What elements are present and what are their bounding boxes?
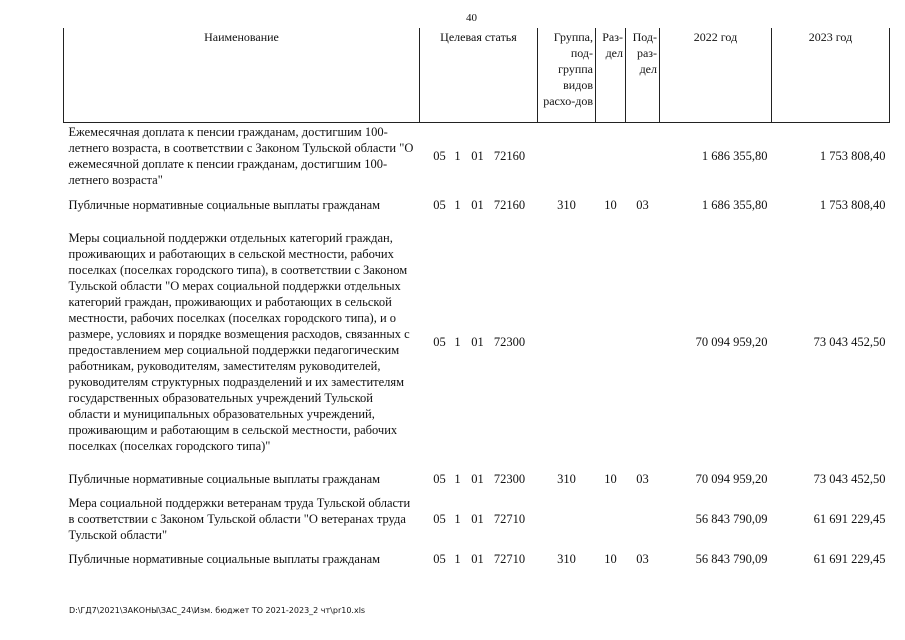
row-subsection: 03	[636, 198, 649, 212]
code-event: 01	[471, 198, 484, 212]
header-section: Раз-дел	[596, 28, 626, 122]
row-subsection: 03	[636, 472, 649, 486]
header-subsection: Под-раз-дел	[626, 28, 660, 122]
row-name: Меры социальной поддержки отдельных категорий граждан, проживающих и работающих в сельской местности, рабочих поселках (поселках городского типа), в соответствии с Законом Тульской области "О мерах социальной поддержки отдельных категорий граждан, проживающих и работающих в сельской местности, рабочих поселках (поселках городского типа), и о размере, условиях и порядке возмещения расходов, связанных с предоставлением мер социальной поддержки педагогическим работникам, руководителям, заместителям руководителей, руководителям структурных подразделений и их заместителям государственных образовательных учреждений Тульской области и муниципальных образовательных учреждений, проживающим и работающим в сельской местности, рабочих поселках (поселках городского типа)"	[68, 231, 410, 453]
header-expense-group: Группа, под-группа видов расхо-дов	[538, 28, 596, 122]
table-row	[64, 464, 890, 494]
row-section	[596, 122, 626, 190]
code-direction: 72300	[493, 335, 526, 349]
row-section	[596, 220, 626, 464]
code-direction: 72160	[493, 198, 526, 212]
budget-table	[63, 28, 890, 574]
row-expense-group: 310	[557, 198, 576, 212]
row-value-2023: 1 753 808,40	[819, 149, 886, 164]
code-subprogram: 1	[454, 472, 461, 486]
table-row	[64, 190, 890, 220]
code-subprogram: 1	[454, 512, 461, 526]
row-section: 10	[604, 198, 617, 212]
row-value-2023: 61 691 229,45	[813, 552, 886, 566]
code-program: 05	[433, 149, 446, 164]
row-name: Мера социальной поддержки ветеранам труда Тульской области в соответствии с Законом Тульской области "О ветеранах труда Тульской области"	[68, 496, 411, 542]
row-value-2023: 1 753 808,40	[819, 198, 886, 212]
row-value-2023: 61 691 229,45	[813, 512, 886, 526]
row-section	[596, 494, 626, 544]
code-direction: 72160	[493, 149, 526, 164]
code-program: 05	[433, 198, 446, 212]
code-program: 05	[433, 472, 446, 486]
row-expense-group: 310	[557, 472, 576, 486]
header-year-2022: 2022 год	[660, 28, 772, 122]
row-value-2023: 73 043 452,50	[813, 335, 886, 349]
header-target-article: Целевая статья	[420, 28, 538, 122]
row-value-2022: 1 686 355,80	[701, 149, 768, 164]
row-target-code	[420, 220, 538, 464]
row-value-2023: 73 043 452,50	[813, 472, 886, 486]
row-target-code	[420, 544, 538, 574]
row-name: Публичные нормативные социальные выплаты гражданам	[68, 552, 381, 566]
row-name: Ежемесячная доплата к пенсии гражданам, достигшим 100-летнего возраста, в соответствии с Законом Тульской области "О ежемесячной доплате к пенсии гражданам, достигшим 100-летнего возраста"	[68, 125, 414, 188]
header-year-2023: 2023 год	[772, 28, 890, 122]
code-event: 01	[471, 472, 484, 486]
table-row	[64, 494, 890, 544]
code-program: 05	[433, 335, 446, 349]
code-program: 05	[433, 552, 446, 566]
table-row	[64, 220, 890, 464]
row-name: Публичные нормативные социальные выплаты гражданам	[68, 198, 381, 212]
row-target-code	[420, 190, 538, 220]
page-number: 40	[466, 12, 477, 24]
row-subsection: 03	[636, 552, 649, 566]
row-value-2022: 70 094 959,20	[695, 335, 768, 349]
row-value-2022: 56 843 790,09	[695, 552, 768, 566]
code-subprogram: 1	[454, 552, 461, 566]
code-subprogram: 1	[454, 335, 461, 349]
row-value-2022: 70 094 959,20	[695, 472, 768, 486]
code-subprogram: 1	[454, 149, 461, 164]
code-direction: 72300	[493, 472, 526, 486]
file-path-footer: D:\ГД7\2021\ЗАКОНЫ\ЗАС_24\Изм. бюджет ТО 2021-2023_2 чт\pr10.xls	[69, 606, 366, 615]
table-row	[64, 544, 890, 574]
code-direction: 72710	[493, 512, 526, 526]
row-section: 10	[604, 472, 617, 486]
row-value-2022: 56 843 790,09	[695, 512, 768, 526]
row-subsection	[626, 122, 660, 190]
code-event: 01	[471, 149, 484, 164]
row-target-code	[420, 464, 538, 494]
code-program: 05	[433, 512, 446, 526]
code-event: 01	[471, 335, 484, 349]
row-subsection	[626, 494, 660, 544]
code-event: 01	[471, 512, 484, 526]
row-expense-group	[538, 122, 596, 190]
code-subprogram: 1	[454, 198, 461, 212]
code-event: 01	[471, 552, 484, 566]
table-row	[64, 122, 890, 190]
row-subsection	[626, 220, 660, 464]
row-value-2022: 1 686 355,80	[701, 198, 768, 212]
row-target-code	[420, 122, 538, 190]
row-expense-group	[538, 494, 596, 544]
row-name: Публичные нормативные социальные выплаты гражданам	[68, 472, 381, 486]
row-target-code	[420, 494, 538, 544]
header-name: Наименование	[64, 28, 420, 122]
code-direction: 72710	[493, 552, 526, 566]
row-expense-group: 310	[557, 552, 576, 566]
row-expense-group	[538, 220, 596, 464]
row-section: 10	[604, 552, 617, 566]
